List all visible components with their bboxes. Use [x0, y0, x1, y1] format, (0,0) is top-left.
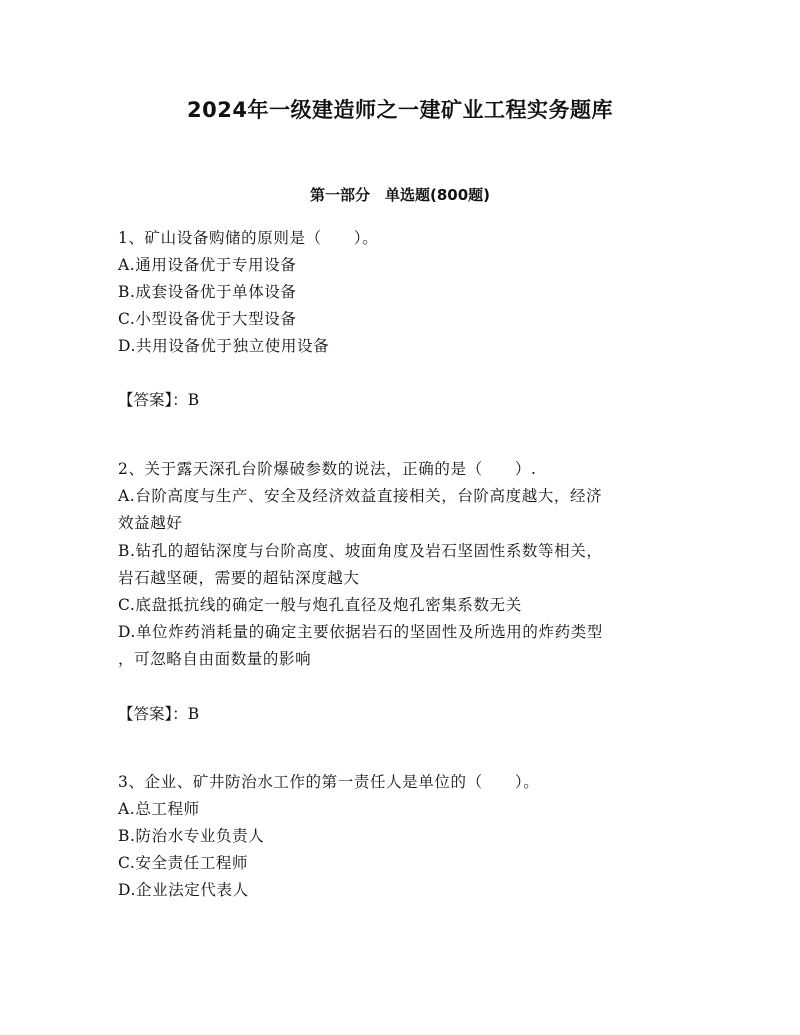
option-a: A.总工程师: [118, 800, 200, 818]
section-heading: 第一部分 单选题(800题): [309, 186, 491, 204]
option-c: C.底盘抵抗线的确定一般与炮孔直径及炮孔密集系数无关: [118, 596, 522, 614]
option-b: B.成套设备优于单体设备: [118, 283, 297, 301]
option-d-continued: ，可忽略自由面数量的影响: [118, 650, 312, 668]
question-stem: 3、企业、矿井防治水工作的第一责任人是单位的（ ）。: [118, 773, 540, 791]
option-c: C.小型设备优于大型设备: [118, 310, 297, 328]
option-a: A.台阶高度与生产、安全及经济效益直接相关，台阶高度越大，经济: [118, 487, 603, 505]
option-d: D.单位炸药消耗量的确定主要依据岩石的坚固性及所选用的炸药类型: [118, 623, 603, 641]
option-b: B.防治水专业负责人: [118, 827, 265, 845]
answer-line: 【答案】：B: [118, 391, 200, 409]
option-b-continued: 岩石越坚硬，需要的超钻深度越大: [118, 569, 360, 587]
question-stem: 2、关于露天深孔台阶爆破参数的说法，正确的是（ ）.: [118, 460, 537, 478]
option-a: A.通用设备优于专用设备: [118, 256, 297, 274]
option-c: C.安全责任工程师: [118, 854, 249, 872]
option-d: D.共用设备优于独立使用设备: [118, 337, 330, 355]
document-title: 2024年一级建造师之一建矿业工程实务题库: [187, 98, 613, 122]
answer-line: 【答案】：B: [118, 705, 200, 723]
option-a-continued: 效益越好: [118, 514, 183, 532]
option-b: B.钻孔的超钻深度与台阶高度、坡面角度及岩石坚固性系数等相关，: [118, 542, 603, 560]
question-stem: 1、矿山设备购储的原则是（ ）。: [118, 229, 379, 247]
option-d: D.企业法定代表人: [118, 881, 249, 899]
